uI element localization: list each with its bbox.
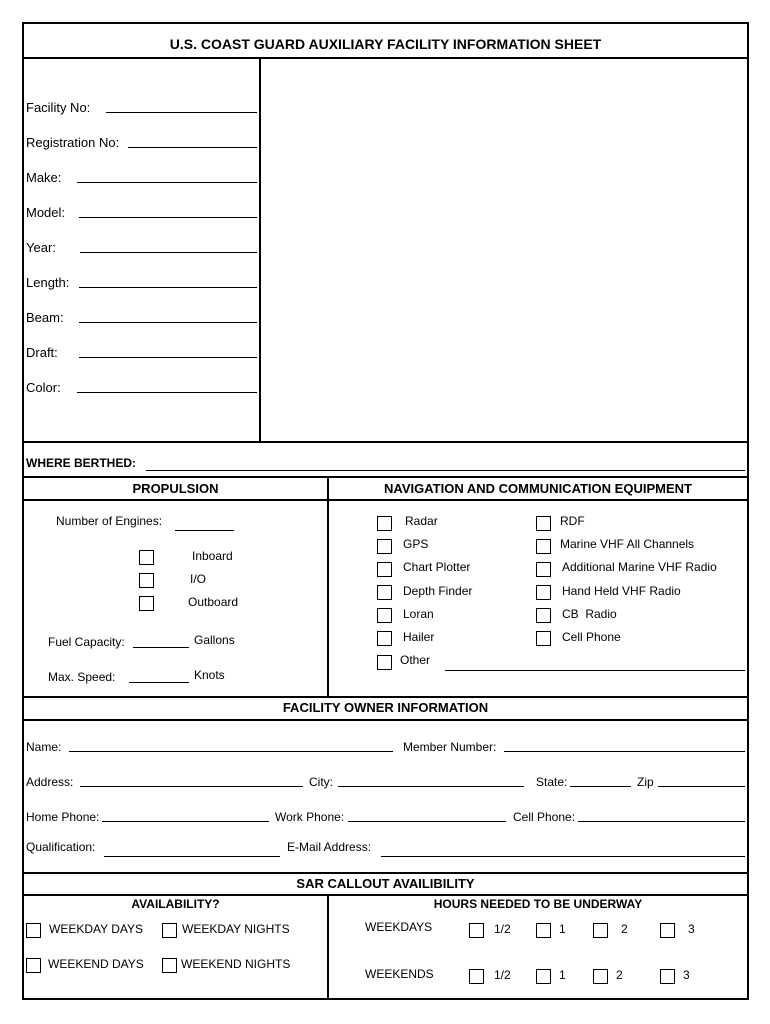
email-input[interactable] <box>381 856 745 857</box>
weekdays-two-hours-label: 2 <box>621 922 628 936</box>
weekends-one-hour-checkbox[interactable] <box>536 969 551 984</box>
length-label: Length: <box>26 275 70 290</box>
weekday-nights-checkbox[interactable] <box>162 923 177 938</box>
handheld-vhf-checkbox[interactable] <box>536 585 551 600</box>
fuel-capacity-input[interactable] <box>133 647 189 648</box>
weekday-days-label: WEEKDAY DAYS <box>49 922 144 936</box>
facility-no-input[interactable] <box>106 112 257 113</box>
marine-vhf-label: Marine VHF All Channels <box>560 537 695 551</box>
weekends-two-hours-checkbox[interactable] <box>593 969 608 984</box>
zip-input[interactable] <box>658 786 745 787</box>
page-title: U.S. COAST GUARD AUXILIARY FACILITY INFORMATION SHEET <box>169 36 602 52</box>
city-label: City: <box>309 775 333 789</box>
owner-header: FACILITY OWNER INFORMATION <box>282 700 489 715</box>
handheld-vhf-label: Hand Held VHF Radio <box>562 584 681 598</box>
draft-input[interactable] <box>79 357 257 358</box>
home-phone-label: Home Phone: <box>26 810 100 824</box>
weekdays-one-hour-checkbox[interactable] <box>536 923 551 938</box>
color-label: Color: <box>26 380 61 395</box>
navcomm-header: NAVIGATION AND COMMUNICATION EQUIPMENT <box>384 481 692 496</box>
make-label: Make: <box>26 170 62 185</box>
depth-finder-checkbox[interactable] <box>377 585 392 600</box>
state-input[interactable] <box>570 786 631 787</box>
cell-phone-label: Cell Phone: <box>513 810 576 824</box>
gallons-label: Gallons <box>194 633 235 647</box>
sar-header: SAR CALLOUT AVAILIBILITY <box>296 876 475 891</box>
weekends-label: WEEKENDS <box>365 967 434 981</box>
divider-owner-top <box>22 696 749 698</box>
outboard-checkbox[interactable] <box>139 596 154 611</box>
io-checkbox[interactable] <box>139 573 154 588</box>
divider-propulsion-top <box>22 476 749 478</box>
email-label: E-Mail Address: <box>287 840 372 854</box>
radar-checkbox[interactable] <box>377 516 392 531</box>
year-input[interactable] <box>80 252 257 253</box>
weekday-days-checkbox[interactable] <box>26 923 41 938</box>
registration-no-input[interactable] <box>128 147 257 148</box>
radar-label: Radar <box>405 514 438 528</box>
frame-top <box>22 22 749 24</box>
engines-input[interactable] <box>175 530 234 531</box>
fuel-capacity-label: Fuel Capacity: <box>48 635 125 649</box>
beam-label: Beam: <box>26 310 64 325</box>
loran-checkbox[interactable] <box>377 608 392 623</box>
cell-phone-input[interactable] <box>578 821 745 822</box>
weekends-half-hour-label: 1/2 <box>494 968 511 982</box>
divider-propulsion-nav <box>327 476 329 697</box>
city-input[interactable] <box>338 786 524 787</box>
marine-vhf-checkbox[interactable] <box>536 539 551 554</box>
cb-radio-label: CB Radio <box>562 607 617 621</box>
weekday-nights-label: WEEKDAY NIGHTS <box>182 922 290 936</box>
state-label: State: <box>536 775 568 789</box>
name-label: Name: <box>26 740 62 754</box>
hours-header: HOURS NEEDED TO BE UNDERWAY <box>433 897 643 911</box>
where-berthed-label: WHERE BERTHED: <box>26 456 136 470</box>
make-input[interactable] <box>77 182 257 183</box>
qualification-label: Qualification: <box>26 840 96 854</box>
weekdays-label: WEEKDAYS <box>365 920 433 934</box>
weekends-one-hour-label: 1 <box>559 968 566 982</box>
photo-area[interactable] <box>261 59 747 441</box>
length-input[interactable] <box>79 287 257 288</box>
divider-owner-header <box>22 719 749 721</box>
knots-label: Knots <box>194 668 225 682</box>
weekdays-three-hours-label: 3 <box>688 922 695 936</box>
engines-label: Number of Engines: <box>56 514 163 528</box>
weekdays-three-hours-checkbox[interactable] <box>660 923 675 938</box>
additional-vhf-label: Additional Marine VHF Radio <box>562 560 717 574</box>
weekends-half-hour-checkbox[interactable] <box>469 969 484 984</box>
gps-label: GPS <box>403 537 429 551</box>
facility-no-label: Facility No: <box>26 100 91 115</box>
member-number-input[interactable] <box>504 751 745 752</box>
model-input[interactable] <box>79 217 257 218</box>
gps-checkbox[interactable] <box>377 539 392 554</box>
member-number-label: Member Number: <box>403 740 497 754</box>
registration-no-label: Registration No: <box>26 135 120 150</box>
weekend-nights-checkbox[interactable] <box>162 958 177 973</box>
weekdays-one-hour-label: 1 <box>559 922 566 936</box>
inboard-checkbox[interactable] <box>139 550 154 565</box>
outboard-label: Outboard <box>188 595 239 609</box>
weekends-three-hours-checkbox[interactable] <box>660 969 675 984</box>
qualification-input[interactable] <box>104 856 280 857</box>
propulsion-header: PROPULSION <box>132 481 219 496</box>
address-input[interactable] <box>80 786 303 787</box>
zip-label: Zip <box>637 775 654 789</box>
max-speed-label: Max. Speed: <box>48 670 116 684</box>
weekdays-half-hour-label: 1/2 <box>494 922 511 936</box>
weekdays-half-hour-checkbox[interactable] <box>469 923 484 938</box>
weekdays-two-hours-checkbox[interactable] <box>593 923 608 938</box>
cb-radio-checkbox[interactable] <box>536 608 551 623</box>
frame-bottom <box>22 998 749 1000</box>
chart-plotter-label: Chart Plotter <box>403 560 471 574</box>
divider-sar-top <box>22 872 749 874</box>
max-speed-input[interactable] <box>129 682 189 683</box>
other-label: Other <box>400 653 431 667</box>
weekends-three-hours-label: 3 <box>683 968 690 982</box>
work-phone-label: Work Phone: <box>275 810 345 824</box>
year-label: Year: <box>26 240 56 255</box>
address-label: Address: <box>26 775 74 789</box>
io-label: I/O <box>190 572 207 586</box>
loran-label: Loran <box>403 607 434 621</box>
model-label: Model: <box>26 205 66 220</box>
hailer-label: Hailer <box>403 630 435 644</box>
other-input[interactable] <box>445 670 745 671</box>
home-phone-input[interactable] <box>102 821 269 822</box>
rdf-checkbox[interactable] <box>536 516 551 531</box>
beam-input[interactable] <box>79 322 257 323</box>
chart-plotter-checkbox[interactable] <box>377 562 392 577</box>
weekend-days-checkbox[interactable] <box>26 958 41 973</box>
depth-finder-label: Depth Finder <box>403 584 473 598</box>
other-checkbox[interactable] <box>377 655 392 670</box>
rdf-label: RDF <box>560 514 585 528</box>
frame-right <box>747 22 749 1000</box>
weekend-nights-label: WEEKEND NIGHTS <box>181 957 291 971</box>
divider-propulsion-header <box>22 499 749 501</box>
frame-left <box>22 22 24 1000</box>
cell-phone-equip-label: Cell Phone <box>562 630 621 644</box>
hailer-checkbox[interactable] <box>377 631 392 646</box>
availability-header: AVAILABILITY? <box>131 897 220 911</box>
inboard-label: Inboard <box>192 549 233 563</box>
name-input[interactable] <box>69 751 393 752</box>
where-berthed-input[interactable] <box>146 470 745 471</box>
additional-vhf-checkbox[interactable] <box>536 562 551 577</box>
divider-berthed <box>22 441 749 443</box>
color-input[interactable] <box>77 392 257 393</box>
cell-phone-checkbox[interactable] <box>536 631 551 646</box>
work-phone-input[interactable] <box>348 821 506 822</box>
draft-label: Draft: <box>26 345 58 360</box>
weekend-days-label: WEEKEND DAYS <box>48 957 144 971</box>
weekends-two-hours-label: 2 <box>616 968 623 982</box>
